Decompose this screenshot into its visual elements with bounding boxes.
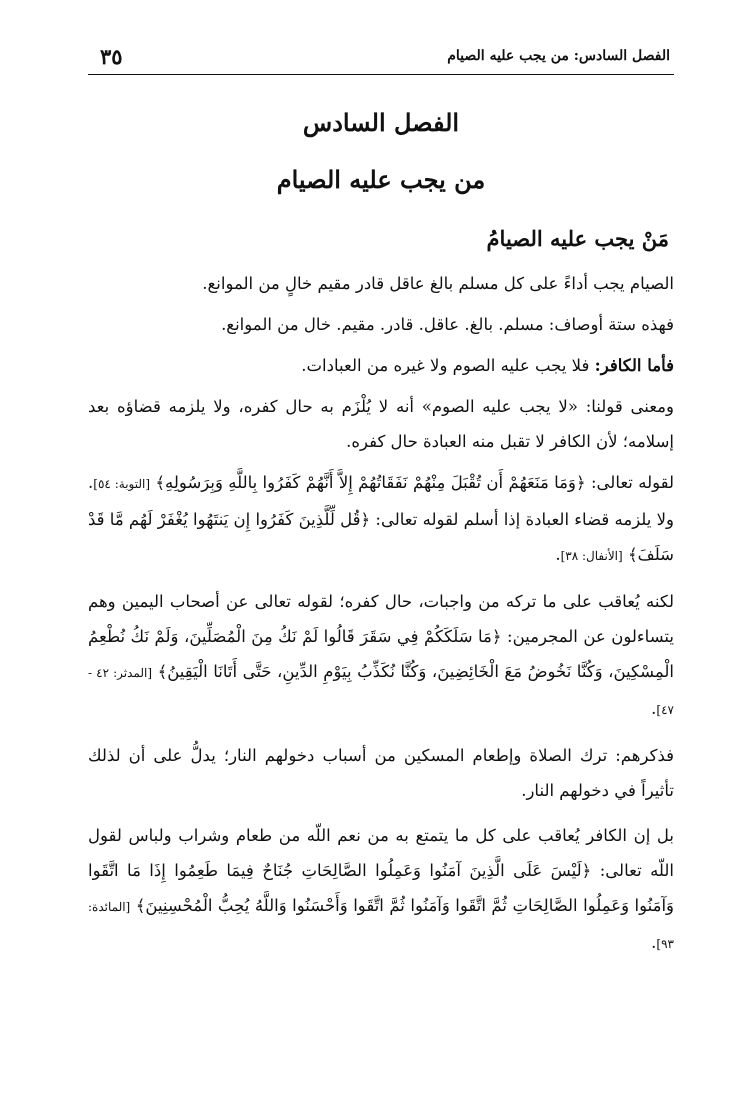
page-number: ٣٥ bbox=[100, 44, 123, 69]
running-title: الفصل السادس: من يجب عليه الصيام bbox=[447, 48, 670, 64]
paragraph: الصيام يجب أداءً على كل مسلم بالغ عاقل قادر مقيم خالٍ من الموانع. bbox=[202, 274, 674, 293]
paragraph-text: بل إن الكافر يُعاقب على كل ما يتمتع به من نعم اللّه من طعام وشراب ولباس لقول اللّه تعالى: ﴿لَيْسَ عَلَى الَّذِينَ آمَنُوا وَعَمِلُوا الصَّالِحَاتِ جُنَاحٌ فِيمَا طَعِمُوا إِذَا مَا اتَّقَوا وَآمَنُوا وَعَمِلُوا الصَّالِحَاتِ ثُمَّ اتَّقَوا وَآمَنُوا ثُمَّ اتَّقَوا وَأَحْسَنُوا وَاللَّهُ يُحِبُّ الْمُحْسِنِينَ﴾ bbox=[88, 826, 674, 915]
paragraph: لكنه يُعاقب على ما تركه من واجبات، حال كفره؛ لقوله تعالى عن أصحاب اليمين وهم يتساءلون عن المجرمين: ﴿مَا سَلَكَكُمْ فِي سَقَرَ قَالُوا لَمْ نَكُ مِنَ الْمُصَلِّينَ، وَلَمْ نَكُ نُطْعِمُ الْمِسْكِينَ، وَكُنَّا نَخُوضُ مَعَ الْخَائِضِينَ، وَكُنَّا نُكَذِّبُ بِيَوْمِ الدِّينِ، حَتَّى أَتَانَا الْيَقِينُ﴾ [المدثر: ٤٢ - ٤٧]. bbox=[88, 592, 674, 718]
body-text bbox=[88, 266, 674, 968]
paragraph-text: لقوله تعالى: ﴿وَمَا مَنَعَهُمْ أَن تُقْبَلَ مِنْهُمْ نَفَقَاتُهُمْ إِلاَّ أَنَّهُمْ كَفَرُوا بِاللَّهِ وَبِرَسُولِهِ﴾ bbox=[155, 473, 674, 492]
verse-reference: [التوبة: ٥٤] bbox=[93, 477, 151, 491]
paragraph-text: لكنه يُعاقب على ما تركه من واجبات، حال كفره؛ لقوله تعالى عن أصحاب اليمين وهم يتساءلون عن المجرمين: ﴿مَا سَلَكَكُمْ فِي سَقَرَ قَالُوا لَمْ نَكُ مِنَ الْمُصَلِّينَ، وَلَمْ نَكُ نُطْعِمُ الْمِسْكِينَ، وَكُنَّا نَخُوضُ مَعَ الْخَائِضِينَ، وَكُنَّا نُكَذِّبُ بِيَوْمِ الدِّينِ، حَتَّى أَتَانَا الْيَقِينُ﴾ bbox=[88, 592, 674, 681]
page-header bbox=[88, 40, 674, 75]
paragraph: ومعنى قولنا: «لا يجب عليه الصوم» أنه لا يُلْزَم به حال كفره، ولا يلزمه قضاؤه بعد إسلامه؛ لأن الكافر لا تقبل منه العبادة حال كفره. bbox=[88, 397, 674, 451]
paragraph-text: . ولا يلزمه قضاء العبادة إذا أسلم لقوله تعالى: ﴿قُل لِّلَّذِينَ كَفَرُوا إِن يَنتَهُوا يُغْفَرْ لَهُم مَّا قَدْ سَلَفَ﴾ bbox=[88, 473, 674, 564]
bold-lead: فأما الكافر: bbox=[594, 356, 674, 375]
verse-reference: [المائدة: ٩٣] bbox=[88, 900, 674, 951]
chapter-subtitle: من يجب عليه الصيام bbox=[276, 165, 486, 194]
paragraph: لقوله تعالى: ﴿وَمَا مَنَعَهُمْ أَن تُقْبَلَ مِنْهُمْ نَفَقَاتُهُمْ إِلاَّ أَنَّهُمْ كَفَرُوا بِاللَّهِ وَبِرَسُولِهِ﴾ [التوبة: ٥٤]. ولا يلزمه قضاء العبادة إذا أسلم لقوله تعالى: ﴿قُل لِّلَّذِينَ كَفَرُوا إِن يَنتَهُوا يُغْفَرْ لَهُم مَّا قَدْ سَلَفَ﴾ [الأنفال: ٣٨]. bbox=[88, 473, 674, 564]
section-heading: مَنْ يجب عليه الصيامُ bbox=[486, 226, 669, 251]
paragraph-text: فلا يجب عليه الصوم ولا غيره من العبادات. bbox=[301, 356, 595, 375]
paragraph: بل إن الكافر يُعاقب على كل ما يتمتع به من نعم اللّه من طعام وشراب ولباس لقول اللّه تعالى: ﴿لَيْسَ عَلَى الَّذِينَ آمَنُوا وَعَمِلُوا الصَّالِحَاتِ جُنَاحٌ فِيمَا طَعِمُوا إِذَا مَا اتَّقَوا وَآمَنُوا وَعَمِلُوا الصَّالِحَاتِ ثُمَّ اتَّقَوا وَآمَنُوا ثُمَّ اتَّقَوا وَأَحْسَنُوا وَاللَّهُ يُحِبُّ الْمُحْسِنِينَ﴾ [المائدة: ٩٣]. bbox=[88, 826, 674, 952]
paragraph: فهذه ستة أوصاف: مسلم. بالغ. عاقل. قادر. مقيم. خال من الموانع. bbox=[221, 315, 674, 334]
paragraph bbox=[88, 348, 674, 383]
chapter-title: الفصل السادس bbox=[302, 108, 460, 137]
paragraph: فذكرهم: ترك الصلاة وإطعام المسكين من أسباب دخولهم النار؛ يدلُّ على أن لذلك تأثيراً في دخولهم النار. bbox=[88, 746, 674, 800]
verse-reference: [الأنفال: ٣٨] bbox=[560, 549, 623, 563]
verse-reference: [المدثر: ٤٢ - ٤٧] bbox=[88, 666, 674, 717]
